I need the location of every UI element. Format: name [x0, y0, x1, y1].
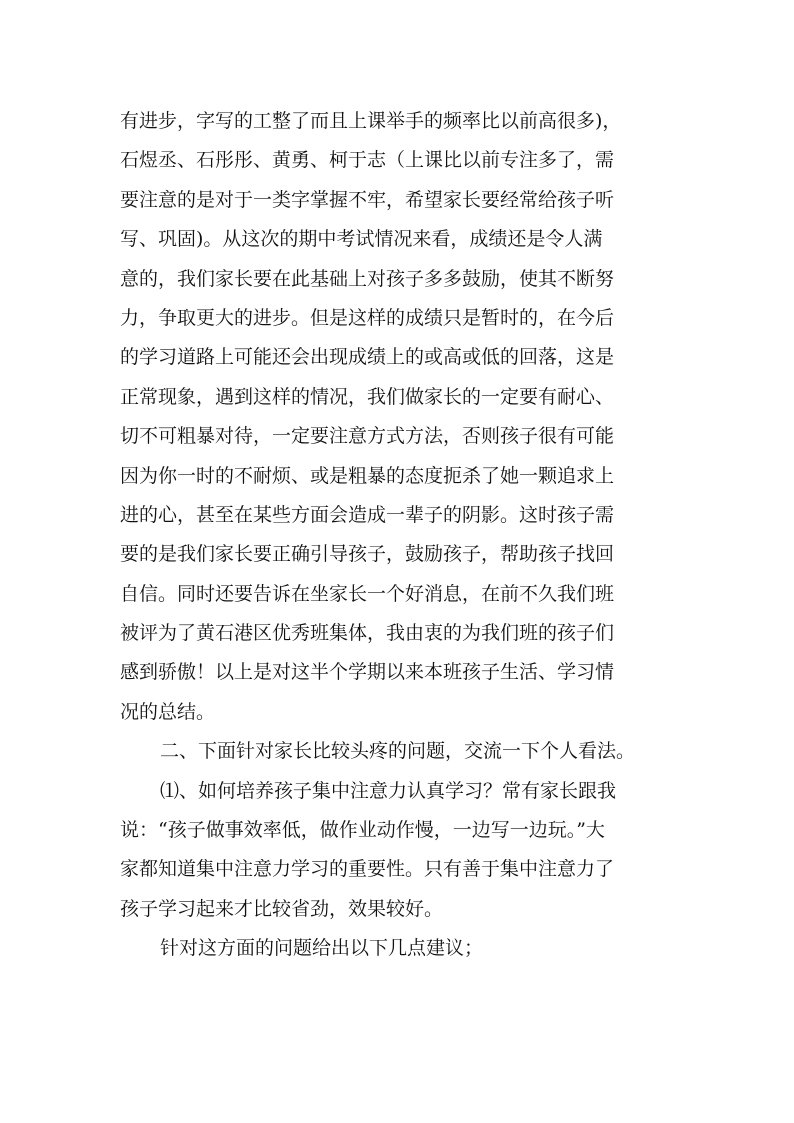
text-line-3: 要注意的是对于一类字掌握不牢，希望家长要经常给孩子听 — [120, 188, 615, 211]
text-line-16: 况的总结。 — [120, 700, 216, 723]
text-line-4: 写、巩固)。从这次的期中考试情况来看，成绩还是令人满 — [120, 228, 603, 251]
text-line-19: 说：“孩子做事效率低，做作业动作慢，一边写一边玩。”大 — [120, 819, 605, 842]
text-line-18: ⑴、如何培养孩子集中注意力认真学习？常有家长跟我 — [160, 779, 617, 802]
text-line-13: 自信。同时还要告诉在坐家长一个好消息，在前不久我们班 — [120, 582, 615, 605]
text-line-11: 进的心，甚至在某些方面会造成一辈子的阴影。这时孩子需 — [120, 503, 615, 526]
text-line-1: 有进步，字写的工整了而且上课举手的频率比以前高很多)， — [120, 110, 622, 132]
text-line-14: 被评为了黄石港区优秀班集体，我由衷的为我们班的孩子们 — [120, 622, 615, 645]
text-line-10: 因为你一时的不耐烦、或是粗暴的态度扼杀了她一颗追求上 — [120, 464, 615, 487]
text-line-9: 切不可粗暴对待，一定要注意方式方法，否则孩子很有可能 — [120, 425, 615, 448]
text-line-22: 针对这方面的问题给出以下几点建议； — [160, 937, 484, 960]
text-line-7: 的学习道路上可能还会出现成绩上的或高或低的回落，这是 — [120, 346, 615, 369]
text-line-2: 石煜丞、石彤彤、黄勇、柯于志（上课比以前专注多了，需 — [120, 149, 615, 172]
text-line-8: 正常现象，遇到这样的情况，我们做家长的一定要有耐心、 — [120, 385, 615, 408]
text-line-5: 意的，我们家长要在此基础上对孩子多多鼓励，使其不断努 — [120, 267, 615, 290]
text-line-20: 家都知道集中注意力学习的重要性。只有善于集中注意力了 — [120, 858, 615, 881]
document-body — [120, 102, 680, 969]
text-line-15: 感到骄傲！以上是对这半个学期以来本班孩子生活、学习情 — [120, 661, 615, 684]
section-heading: 二、下面针对家长比较头疼的问题，交流一下个人看法。 — [160, 740, 636, 763]
text-line-21: 孩子学习起来才比较省劲，效果较好。 — [120, 897, 444, 920]
text-line-12: 要的是我们家长要正确引导孩子，鼓励孩子，帮助孩子找回 — [120, 543, 615, 566]
text-line-6: 力，争取更大的进步。但是这样的成绩只是暂时的，在今后 — [120, 306, 615, 329]
